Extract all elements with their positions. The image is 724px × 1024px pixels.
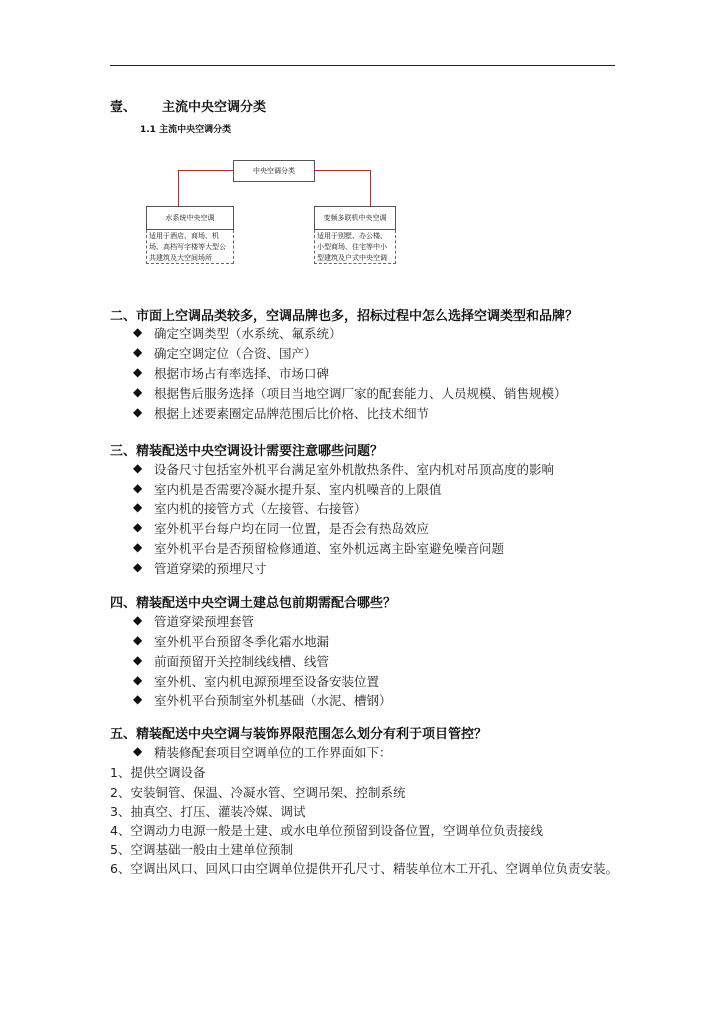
list-item: 根据市场占有率选择、市场口碑 <box>154 366 330 381</box>
list-item: 室外机平台预留冬季化霜水地漏 <box>154 634 330 649</box>
list-item: 确定空调类型（水系统、氟系统） <box>154 326 342 341</box>
section1-title: 主流中央空调分类 <box>162 100 267 115</box>
diagram-left-desc: 适用于酒店、商场、机场、高档写字楼等大型公共建筑及大空间场所 <box>146 230 234 264</box>
bullet-icon: ◆ <box>133 385 143 399</box>
section4-title: 四、精装配送中央空调土建总包前期需配合哪些？ <box>110 596 397 611</box>
bullet-icon: ◆ <box>133 461 143 475</box>
section3-title: 三、精装配送中央空调设计需要注意哪些问题？ <box>110 444 384 459</box>
diagram-root-box: 中央空调分类 <box>233 160 315 182</box>
bullet-icon: ◆ <box>133 365 143 379</box>
numbered-item: 1、提供空调设备 <box>110 765 206 780</box>
bullet-icon: ◆ <box>133 540 143 554</box>
bullet-icon: ◆ <box>133 692 143 706</box>
header-rule <box>110 65 615 66</box>
connector-right-h <box>314 170 370 171</box>
numbered-item: 4、空调动力电源一般是土建、或水电单位预留到设备位置，空调单位负责接线 <box>110 823 543 838</box>
list-item: 室外机平台预制室外机基础（水泥、槽钢） <box>154 693 392 708</box>
bullet-icon: ◆ <box>133 613 143 627</box>
numbered-item: 6、空调出风口、回风口由空调单位提供开孔尺寸、精装单位木工开孔、空调单位负责安装。 <box>110 861 618 876</box>
bullet-icon: ◆ <box>133 405 143 419</box>
bullet-icon: ◆ <box>133 481 143 495</box>
bullet-icon: ◆ <box>133 633 143 647</box>
section1-subtitle: 1.1 主流中央空调分类 <box>140 125 232 135</box>
section5-intro: 精装修配套项目空调单位的工作界面如下： <box>154 745 392 760</box>
bullet-icon: ◆ <box>133 653 143 667</box>
bullet-icon: ◆ <box>133 560 143 574</box>
bullet-icon: ◆ <box>133 520 143 534</box>
bullet-icon: ◆ <box>133 744 143 758</box>
list-item: 室外机平台是否预留检修通道、室外机远离主卧室避免噪音问题 <box>154 541 505 556</box>
bullet-icon: ◆ <box>133 325 143 339</box>
bullet-icon: ◆ <box>133 345 143 359</box>
list-item: 室内机的接管方式（左接管、右接管） <box>154 501 367 516</box>
list-item: 管道穿梁预埋套管 <box>154 614 255 629</box>
section1-number: 壹、 <box>110 100 137 115</box>
numbered-item: 3、抽真空、打压、灌装冷媒、调试 <box>110 804 306 819</box>
list-item: 管道穿梁的预埋尺寸 <box>154 561 267 576</box>
list-item: 确定空调定位（合资、国产） <box>154 346 317 361</box>
diagram-right-box: 变频多联机中央空调 <box>314 206 396 230</box>
classification-diagram <box>130 152 410 270</box>
list-item: 室外机、室内机电源预埋至设备安装位置 <box>154 674 380 689</box>
bullet-icon: ◆ <box>133 500 143 514</box>
numbered-item: 2、安装铜管、保温、冷凝水管、空调吊架、控制系统 <box>110 785 406 800</box>
list-item: 前面预留开关控制线线槽、线管 <box>154 654 330 669</box>
connector-left-h <box>178 170 233 171</box>
list-item: 根据售后服务选择（项目当地空调厂家的配套能力、人员规模、销售规模） <box>154 386 567 401</box>
diagram-left-box: 水系统中央空调 <box>146 206 234 230</box>
list-item: 设备尺寸包括室外机平台满足室外机散热条件、室内机对吊顶高度的影响 <box>154 462 555 477</box>
list-item: 室内机是否需要冷凝水提升泵、室内机噪音的上限值 <box>154 482 442 497</box>
section2-title: 二、市面上空调品类较多，空调品牌也多，招标过程中怎么选择空调类型和品牌？ <box>110 309 579 324</box>
section5-title: 五、精装配送中央空调与装饰界限范围怎么划分有利于项目管控？ <box>110 727 488 742</box>
list-item: 室外机平台每户均在同一位置，是否会有热岛效应 <box>154 521 430 536</box>
list-item: 根据上述要素圈定品牌范围后比价格、比技术细节 <box>154 406 430 421</box>
connector-right-v <box>370 170 371 206</box>
connector-left-v <box>178 170 179 206</box>
diagram-right-desc: 适用于别墅、办公楼、小型商场、住宅等中小型建筑及户式中央空调 <box>314 230 396 264</box>
numbered-item: 5、空调基础一般由土建单位预制 <box>110 842 293 857</box>
bullet-icon: ◆ <box>133 673 143 687</box>
